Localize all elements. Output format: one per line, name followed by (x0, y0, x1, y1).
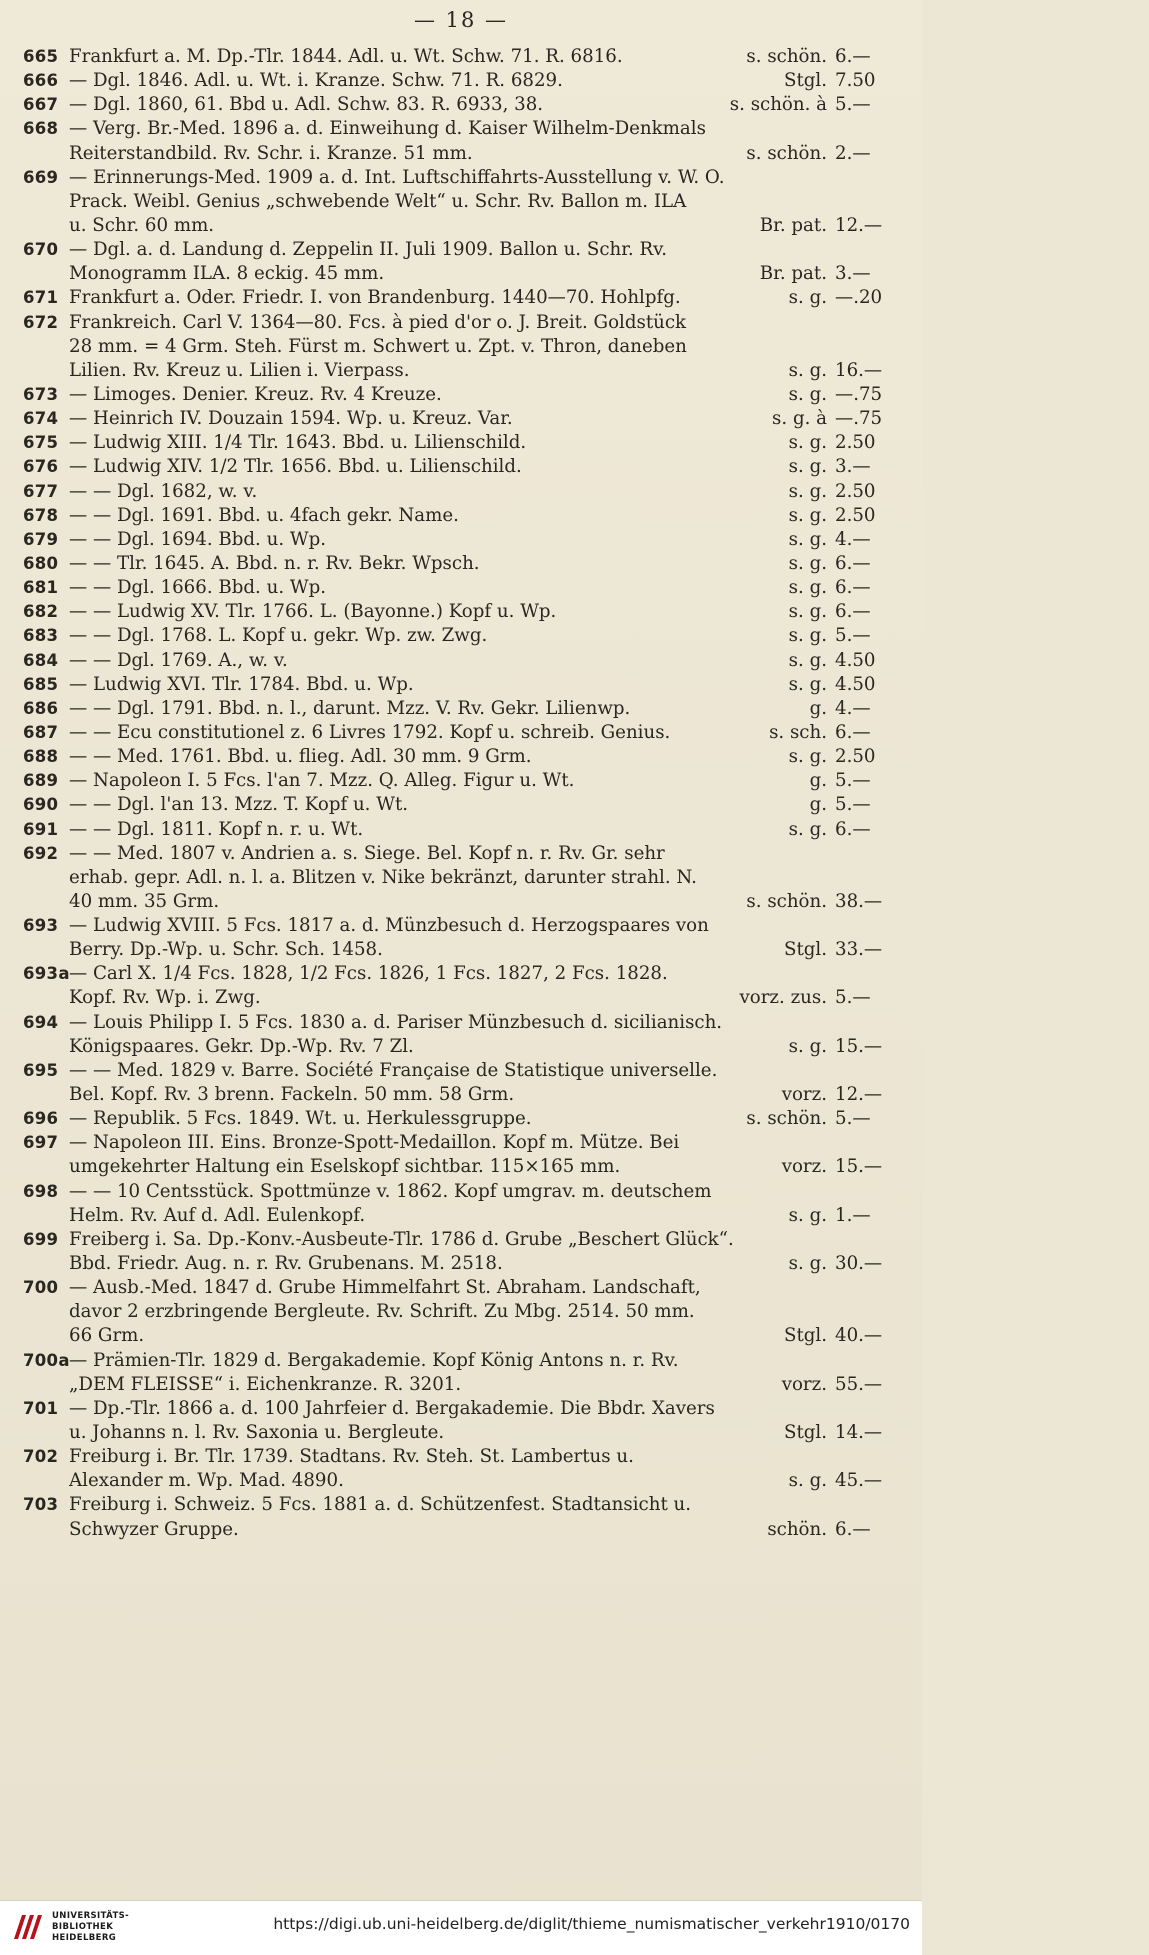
lot-condition: vorz. (781, 1084, 827, 1106)
lot-price: 4.50 (835, 649, 876, 671)
lot-price: 5.— (835, 987, 871, 1009)
catalogue-entry (23, 1276, 903, 1300)
lot-number: 688 (23, 747, 59, 767)
lot-description: — Republik. 5 Fcs. 1849. Wt. u. Herkulessgruppe. (69, 1108, 532, 1130)
lot-price: 15.— (835, 1035, 883, 1057)
lot-description: Frankfurt a. Oder. Friedr. I. von Brandenburg. 1440—70. Hohlpfg. (69, 287, 681, 309)
lot-condition: s. schön. à (729, 94, 827, 116)
lot-condition: s. g. (788, 1253, 827, 1275)
lot-price: 15.— (835, 1156, 883, 1178)
lot-description: „DEM FLEISSE“ i. Eichenkranze. R. 3201. (69, 1373, 462, 1395)
lot-condition: s. g. (788, 1470, 827, 1492)
lot-number: 680 (23, 553, 59, 573)
lot-condition: s. g. (788, 625, 827, 647)
lot-description: — — 10 Centsstück. Spottmünze v. 1862. Kopf umgrav. m. deutschem (69, 1180, 712, 1202)
lot-condition: s. schön. (746, 142, 827, 164)
catalogue-entry (23, 745, 903, 769)
catalogue-entry (23, 1011, 903, 1035)
lot-number: 686 (23, 698, 59, 718)
lot-description: — Erinnerungs-Med. 1909 a. d. Int. Luftschiffahrts-Ausstellung v. W. O. (69, 166, 725, 188)
catalogue-entry-continuation (23, 866, 903, 890)
lot-number: 695 (23, 1060, 59, 1080)
lot-condition: vorz. (781, 1156, 827, 1178)
lot-description: Helm. Rv. Auf d. Adl. Eulenkopf. (69, 1204, 366, 1226)
source-url-link[interactable]: https://digi.ub.uni-heidelberg.de/diglit/thieme_numismatischer_verkehr1910/0170 (273, 1915, 910, 1933)
lot-number: 667 (23, 95, 59, 115)
lot-price: 6.— (835, 818, 871, 840)
lot-number: 683 (23, 626, 59, 646)
lot-condition: s. g. (788, 1035, 827, 1057)
lot-number: 681 (23, 578, 59, 598)
lot-number: 666 (23, 71, 59, 91)
lot-price: 5.— (835, 794, 871, 816)
lot-number: 675 (23, 433, 59, 453)
lot-number: 700 (23, 1278, 59, 1298)
catalogue-entry (23, 504, 903, 528)
catalogue-entry (23, 1397, 903, 1421)
catalogue-entry (23, 1445, 903, 1469)
catalogue-entry (23, 697, 903, 721)
lot-description: — Carl X. 1/4 Fcs. 1828, 1/2 Fcs. 1826, 1 Fcs. 1827, 2 Fcs. 1828. (69, 963, 668, 985)
lot-condition: s. g. (788, 649, 827, 671)
catalogue-entry (23, 431, 903, 455)
lot-price: 5.— (835, 1108, 871, 1130)
catalogue-entry (23, 721, 903, 745)
lot-condition: s. g. (788, 528, 827, 550)
catalogue-entry (23, 552, 903, 576)
lot-description: Freiburg i. Schweiz. 5 Fcs. 1881 a. d. Schützenfest. Stadtansicht u. (69, 1494, 692, 1516)
logo-line-2: BIBLIOTHEK (52, 1922, 114, 1932)
lot-price: 6.— (835, 601, 871, 623)
lot-price: 40.— (835, 1325, 883, 1347)
lot-description: 40 mm. 35 Grm. (69, 890, 220, 912)
lot-price: 7.50 (835, 70, 876, 92)
catalogue-entry-continuation (23, 1469, 903, 1493)
lot-number: 697 (23, 1133, 59, 1153)
lot-price: 5.— (835, 770, 871, 792)
lot-description: u. Schr. 60 mm. (69, 214, 215, 236)
lot-description: — — Med. 1829 v. Barre. Société Française de Statistique universelle. (69, 1059, 718, 1081)
lot-description: umgekehrter Haltung ein Eselskopf sichtbar. 115×165 mm. (69, 1156, 621, 1178)
lot-description: — Prämien-Tlr. 1829 d. Bergakademie. Kopf König Antons n. r. Rv. (69, 1349, 679, 1371)
lot-condition: s. schön. (746, 1108, 827, 1130)
catalogue-entry-continuation (23, 335, 903, 359)
lot-price: 38.— (835, 890, 883, 912)
lot-condition: schön. (767, 1518, 827, 1540)
lot-price: —.20 (835, 287, 883, 309)
lot-number: 669 (23, 167, 59, 187)
catalogue-entry (23, 1349, 903, 1373)
catalogue-entry-continuation (23, 1252, 903, 1276)
lot-number: 668 (23, 119, 59, 139)
lot-price: 3.— (835, 263, 871, 285)
catalogue-entry (23, 117, 903, 141)
catalogue-entry (23, 166, 903, 190)
lot-description: — Ludwig XVI. Tlr. 1784. Bbd. u. Wp. (69, 673, 414, 695)
catalogue-entry (23, 842, 903, 866)
lot-description: — Napoleon I. 5 Fcs. l'an 7. Mzz. Q. Alleg. Figur u. Wt. (69, 770, 575, 792)
lot-condition: s. g. (788, 746, 827, 768)
lot-number: 699 (23, 1229, 59, 1249)
catalogue-entry-continuation (23, 1518, 903, 1542)
catalogue-entry (23, 624, 903, 648)
lot-description: Frankfurt a. M. Dp.-Tlr. 1844. Adl. u. Wt. Schw. 71. R. 6816. (69, 46, 623, 67)
lot-description: — Dp.-Tlr. 1866 a. d. 100 Jahrfeier d. Bergakademie. Die Bbdr. Xavers (69, 1397, 715, 1419)
lot-condition: s. g. (788, 432, 827, 454)
lot-price: 12.— (835, 1084, 883, 1106)
catalogue-entry (23, 1131, 903, 1155)
lot-condition: s. schön. (746, 46, 827, 67)
lot-description: — — Dgl. 1768. L. Kopf u. gekr. Wp. zw. Zwg. (69, 625, 488, 647)
catalogue-entry (23, 45, 903, 69)
catalogue-entry (23, 793, 903, 817)
lot-condition: s. g. (788, 383, 827, 405)
lot-price: 4.— (835, 697, 871, 719)
lot-description: Bbd. Friedr. Aug. n. r. Rv. Grubenans. M. 2518. (69, 1253, 503, 1275)
lot-description: — — Dgl. 1691. Bbd. u. 4fach gekr. Name. (69, 504, 459, 526)
lot-description: — — Dgl. 1791. Bbd. n. l., darunt. Mzz. V. Rv. Gekr. Lilienwp. (69, 697, 631, 719)
lot-condition: Stgl. (783, 939, 827, 961)
lot-description: — — Dgl. 1769. A., w. v. (69, 649, 288, 671)
lot-description: — Napoleon III. Eins. Bronze-Spott-Medaillon. Kopf m. Mütze. Bei (69, 1132, 680, 1154)
lot-condition: vorz. zus. (739, 987, 827, 1009)
lot-condition: s. g. (788, 359, 827, 381)
lot-description: davor 2 erzbringende Bergleute. Rv. Schrift. Zu Mbg. 2514. 50 mm. (69, 1301, 695, 1323)
lot-number: 674 (23, 409, 59, 429)
lot-description: — — Tlr. 1645. A. Bbd. n. r. Rv. Bekr. Wpsch. (69, 552, 480, 574)
lot-price: 2.50 (835, 480, 876, 502)
lot-number: 700a (23, 1350, 70, 1370)
lot-condition: Stgl. (783, 1325, 827, 1347)
lot-number: 698 (23, 1181, 59, 1201)
lot-price: 2.— (835, 142, 871, 164)
lot-price: 2.50 (835, 432, 876, 454)
lot-description: — Heinrich IV. Douzain 1594. Wp. u. Kreuz. Var. (69, 408, 513, 430)
lot-condition: s. g. à (772, 408, 827, 430)
lot-condition: s. g. (788, 552, 827, 574)
lot-price: —.75 (835, 383, 883, 405)
lot-price: 6.— (835, 1518, 871, 1540)
library-logo-text (52, 1911, 129, 1944)
lot-condition: s. g. (788, 480, 827, 502)
lot-description: — — Med. 1807 v. Andrien a. s. Siege. Bel. Kopf n. r. Rv. Gr. sehr (69, 842, 665, 864)
lot-condition: s. g. (788, 504, 827, 526)
lot-description: — Limoges. Denier. Kreuz. Rv. 4 Kreuze. (69, 383, 442, 405)
catalogue-entry (23, 69, 903, 93)
catalogue-entry (23, 383, 903, 407)
lot-description: Lilien. Rv. Kreuz u. Lilien i. Vierpass. (69, 359, 410, 381)
lot-number: 689 (23, 771, 59, 791)
catalogue-entry (23, 1107, 903, 1131)
catalogue-entry (23, 238, 903, 262)
lot-condition: s. g. (788, 287, 827, 309)
lot-price: 5.— (835, 625, 871, 647)
lot-number: 676 (23, 457, 59, 477)
lot-number: 679 (23, 529, 59, 549)
lot-condition: Br. pat. (759, 263, 827, 285)
lot-description: Alexander m. Wp. Mad. 4890. (69, 1470, 344, 1492)
lot-condition: s. g. (788, 1204, 827, 1226)
lot-description: — Ludwig XIV. 1/2 Tlr. 1656. Bbd. u. Lilienschild. (69, 456, 522, 478)
lot-description: Bel. Kopf. Rv. 3 brenn. Fackeln. 50 mm. 58 Grm. (69, 1084, 515, 1106)
catalogue-entry-continuation (23, 190, 903, 214)
lot-price: 5.— (835, 94, 871, 116)
lot-price: 30.— (835, 1253, 883, 1275)
lot-description: u. Johanns n. l. Rv. Saxonia u. Bergleute. (69, 1422, 445, 1444)
catalogue-entry (23, 407, 903, 431)
catalogue-entry (23, 480, 903, 504)
lot-number: 687 (23, 722, 59, 742)
lot-price: 6.— (835, 46, 871, 67)
catalogue-entry-continuation (23, 1204, 903, 1228)
lot-price: 6.— (835, 721, 871, 743)
lot-number: 703 (23, 1495, 59, 1515)
lot-number: 682 (23, 602, 59, 622)
lot-number: 677 (23, 481, 59, 501)
lot-condition: s. schön. (746, 890, 827, 912)
lot-number: 678 (23, 505, 59, 525)
lot-condition: s. g. (788, 601, 827, 623)
lot-number: 665 (23, 47, 59, 66)
logo-line-3: HEIDELBERG (52, 1933, 117, 1943)
lot-condition: s. g. (788, 818, 827, 840)
lot-price: 55.— (835, 1373, 883, 1395)
lot-number: 691 (23, 819, 59, 839)
catalogue-entry (23, 1493, 903, 1517)
lot-price: 6.— (835, 577, 871, 599)
catalogue-entry-continuation (23, 1324, 903, 1348)
lot-number: 685 (23, 674, 59, 694)
lot-price: 33.— (835, 939, 883, 961)
lot-description: Kopf. Rv. Wp. i. Zwg. (69, 987, 261, 1009)
lot-price: 1.— (835, 1204, 871, 1226)
catalogue-entry (23, 1228, 903, 1252)
lot-number: 696 (23, 1109, 59, 1129)
catalogue-entry (23, 528, 903, 552)
catalogue-entry-continuation (23, 1373, 903, 1397)
lot-description: — — Dgl. 1694. Bbd. u. Wp. (69, 528, 326, 550)
catalogue-entry (23, 311, 903, 335)
lot-description: Freiburg i. Br. Tlr. 1739. Stadtans. Rv. Steh. St. Lambertus u. (69, 1446, 634, 1468)
lot-price: 14.— (835, 1422, 883, 1444)
lot-price: 6.— (835, 552, 871, 574)
lot-price: 45.— (835, 1470, 883, 1492)
lot-condition: s. g. (788, 577, 827, 599)
lot-price: 16.— (835, 359, 883, 381)
library-logo-icon (10, 1909, 46, 1945)
catalogue-entry-continuation (23, 142, 903, 166)
catalogue-entry (23, 1059, 903, 1083)
lot-condition: g. (809, 770, 827, 792)
lot-description: — — Ecu constitutionel z. 6 Livres 1792. Kopf u. schreib. Genius. (69, 721, 671, 743)
catalogue-entry (23, 649, 903, 673)
lot-number: 671 (23, 288, 59, 308)
lot-price: 12.— (835, 214, 883, 236)
lot-condition: vorz. (781, 1373, 827, 1395)
lot-description: erhab. gepr. Adl. n. l. a. Blitzen v. Nike bekränzt, darunter strahl. N. (69, 866, 697, 888)
catalogue-entry (23, 455, 903, 479)
lot-condition: Stgl. (783, 70, 827, 92)
catalogue-entry-continuation (23, 890, 903, 914)
catalogue-entry-continuation (23, 1421, 903, 1445)
catalogue-entry-continuation (23, 262, 903, 286)
lot-number: 692 (23, 843, 59, 863)
lot-condition: Br. pat. (759, 214, 827, 236)
lot-number: 702 (23, 1447, 59, 1467)
lot-description: — — Dgl. 1811. Kopf n. r. u. Wt. (69, 818, 364, 840)
catalogue-entry (23, 673, 903, 697)
lot-condition: Stgl. (783, 1422, 827, 1444)
lot-condition: s. sch. (769, 721, 827, 743)
catalogue-entry-continuation (23, 938, 903, 962)
lot-number: 693 (23, 916, 59, 936)
lot-description: — Dgl. 1846. Adl. u. Wt. i. Kranze. Schw. 71. R. 6829. (69, 70, 563, 92)
lot-description: — — Dgl. 1682, w. v. (69, 480, 258, 502)
catalogue-entry-continuation (23, 986, 903, 1010)
catalogue-entry-continuation (23, 214, 903, 238)
catalogue-entry (23, 914, 903, 938)
catalogue-entry (23, 769, 903, 793)
catalogue-entry-continuation (23, 1300, 903, 1324)
lot-description: — Ausb.-Med. 1847 d. Grube Himmelfahrt St. Abraham. Landschaft, (69, 1277, 701, 1299)
lot-price: —.75 (835, 408, 883, 430)
catalogue-entry-continuation (23, 1155, 903, 1179)
page-number: — 18 — (413, 8, 509, 32)
lot-number: 670 (23, 240, 59, 260)
catalogue-entry (23, 93, 903, 117)
lot-description: Königspaares. Gekr. Dp.-Wp. Rv. 7 Zl. (69, 1035, 414, 1057)
lot-number: 684 (23, 650, 59, 670)
lot-description: Monogramm ILA. 8 eckig. 45 mm. (69, 263, 385, 285)
lot-number: 690 (23, 795, 59, 815)
lot-description: Berry. Dp.-Wp. u. Schr. Sch. 1458. (69, 939, 383, 961)
lot-description: — Dgl. a. d. Landung d. Zeppelin II. Juli 1909. Ballon u. Schr. Rv. (69, 239, 668, 261)
lot-description: — Verg. Br.-Med. 1896 a. d. Einweihung d. Kaiser Wilhelm-Denkmals (69, 118, 706, 140)
lot-description: — Ludwig XIII. 1/4 Tlr. 1643. Bbd. u. Lilienschild. (69, 432, 527, 454)
lot-number: 673 (23, 384, 59, 404)
lot-description: 66 Grm. (69, 1325, 145, 1347)
lot-condition: s. g. (788, 456, 827, 478)
catalogue-entry-continuation (23, 1083, 903, 1107)
lot-condition: g. (809, 794, 827, 816)
lot-description: Frankreich. Carl V. 1364—80. Fcs. à pied d'or o. J. Breit. Goldstück (69, 311, 687, 333)
lot-price: 2.50 (835, 746, 876, 768)
lot-description: — — Ludwig XV. Tlr. 1766. L. (Bayonne.) Kopf u. Wp. (69, 601, 557, 623)
catalogue-entry (23, 962, 903, 986)
catalogue-list (23, 45, 903, 1542)
lot-description: — — Med. 1761. Bbd. u. flieg. Adl. 30 mm. 9 Grm. (69, 746, 532, 768)
catalogue-entry (23, 576, 903, 600)
lot-number: 693a (23, 964, 70, 984)
lot-price: 2.50 (835, 504, 876, 526)
lot-number: 694 (23, 1012, 59, 1032)
lot-description: — Dgl. 1860, 61. Bbd u. Adl. Schw. 83. R. 6933, 38. (69, 94, 544, 116)
catalogue-entry (23, 286, 903, 310)
lot-description: — — Dgl. l'an 13. Mzz. T. Kopf u. Wt. (69, 794, 409, 816)
logo-line-1: UNIVERSITÄTS- (52, 1911, 130, 1921)
lot-description: Freiberg i. Sa. Dp.-Konv.-Ausbeute-Tlr. 1786 d. Grube „Beschert Glück“. (69, 1228, 734, 1250)
lot-condition: s. g. (788, 673, 827, 695)
lot-number: 672 (23, 312, 59, 332)
lot-price: 4.— (835, 528, 871, 550)
catalogue-entry (23, 1180, 903, 1204)
lot-price: 4.50 (835, 673, 876, 695)
catalogue-entry-continuation (23, 1035, 903, 1059)
catalogue-entry (23, 818, 903, 842)
lot-description: — — Dgl. 1666. Bbd. u. Wp. (69, 577, 326, 599)
lot-description: Schwyzer Gruppe. (69, 1518, 239, 1540)
lot-price: 3.— (835, 456, 871, 478)
lot-description: — Louis Philipp I. 5 Fcs. 1830 a. d. Pariser Münzbesuch d. sicilianisch. (69, 1011, 723, 1033)
catalogue-entry-continuation (23, 359, 903, 383)
lot-description: — Ludwig XVIII. 5 Fcs. 1817 a. d. Münzbesuch d. Herzogspaares von (69, 915, 709, 937)
footer-bar (0, 1900, 922, 1955)
catalogue-entry (23, 600, 903, 624)
lot-description: Reiterstandbild. Rv. Schr. i. Kranze. 51 mm. (69, 142, 473, 164)
lot-description: Prack. Weibl. Genius „schwebende Welt“ u. Schr. Rv. Ballon m. ILA (69, 190, 687, 212)
lot-condition: g. (809, 697, 827, 719)
lot-description: 28 mm. = 4 Grm. Steh. Fürst m. Schwert u. Zpt. v. Thron, daneben (69, 335, 687, 357)
lot-number: 701 (23, 1398, 59, 1418)
